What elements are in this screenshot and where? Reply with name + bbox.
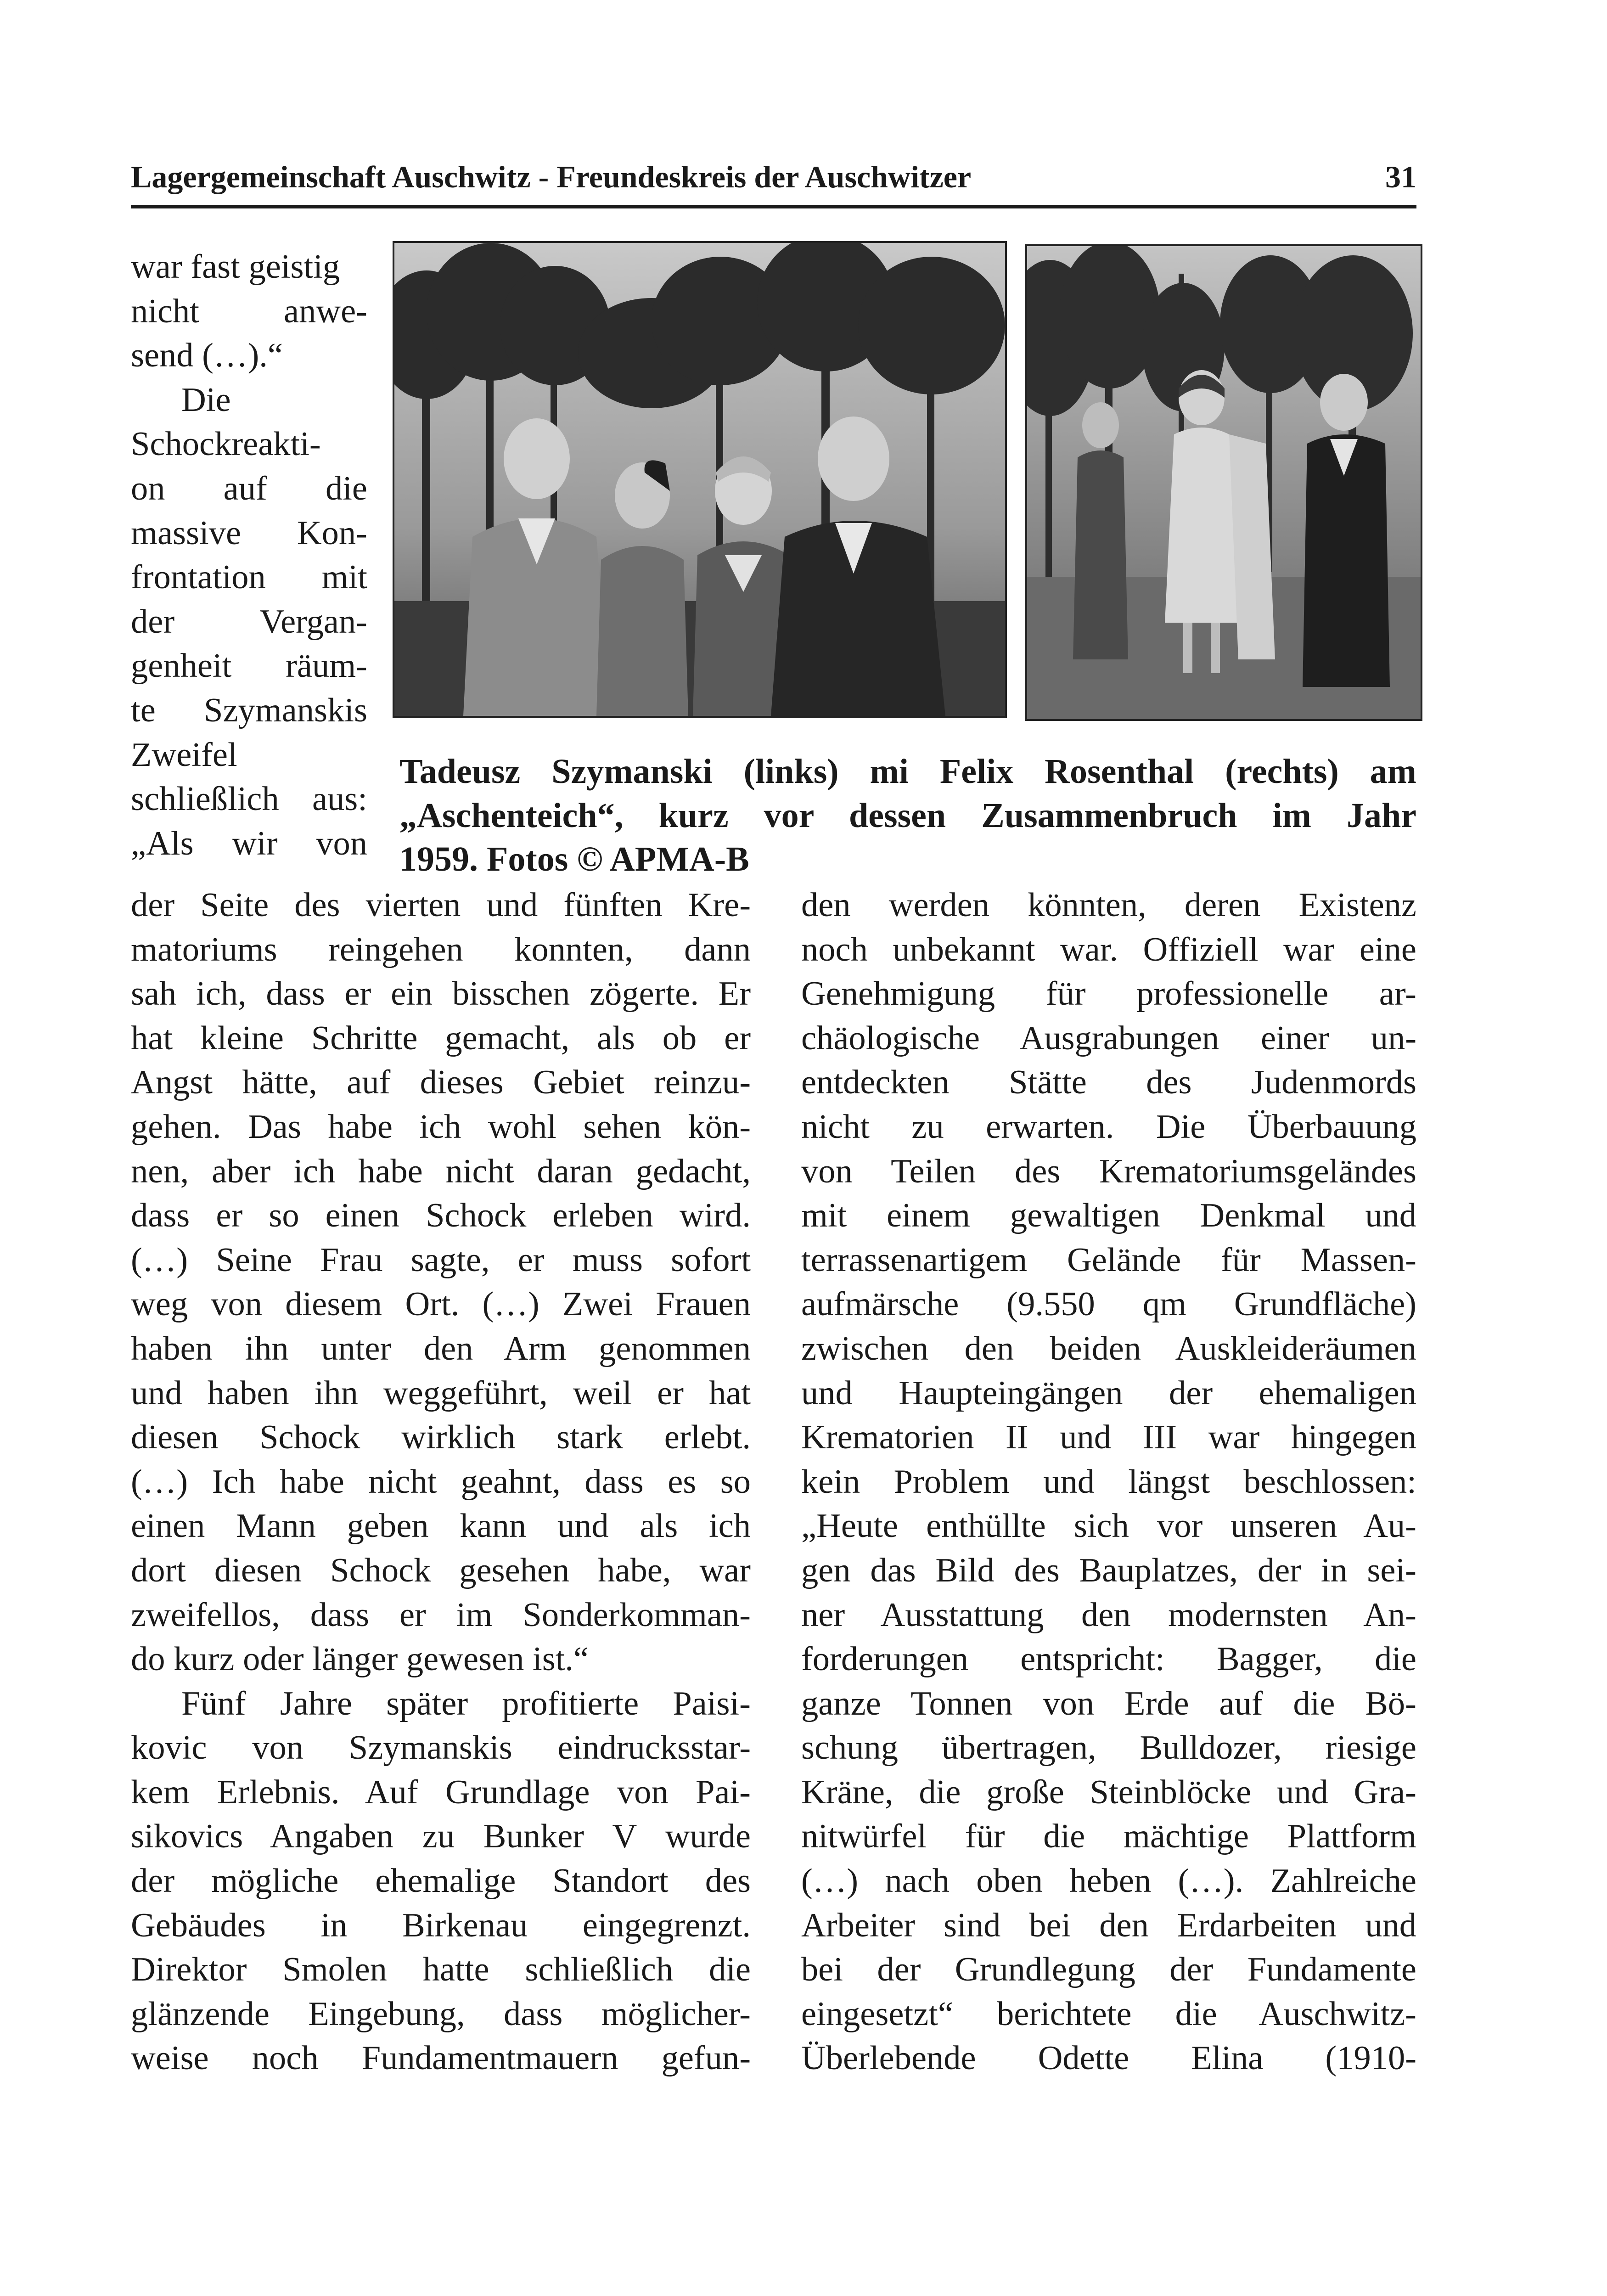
text-line: kem Erlebnis. Auf Grundlage von Pai- (131, 1773, 751, 1811)
text-line: Krematorien II und III war hingegen (801, 1418, 1416, 1457)
text-line: Gebäudes in Birkenau eingegrenzt. (131, 1906, 751, 1944)
group-photo-four-people (393, 241, 1007, 718)
photo-caption (399, 750, 1416, 882)
text-line: matoriums reingehen konnten, dann (131, 930, 751, 968)
text-line: diesen Schock wirklich stark erlebt. (131, 1418, 751, 1457)
text-line: Angst hätte, auf dieses Gebiet reinzu- (131, 1064, 751, 1102)
text-line: (…) Ich habe nicht geahnt, dass es so (131, 1463, 751, 1501)
text-line: einen Mann geben kann und als ich (131, 1507, 751, 1545)
text-line: Genehmigung für professionelle ar- (801, 975, 1416, 1013)
running-header (131, 156, 1416, 207)
text-line: schließlich aus: (131, 780, 367, 818)
text-line: schung übertragen, Bulldozer, riesige (801, 1729, 1416, 1767)
right-text-column (801, 883, 1416, 2081)
text-line: mit einem gewaltigen Denkmal und (801, 1197, 1416, 1235)
text-line: Direktor Smolen hatte schließlich die (131, 1951, 751, 1989)
text-line: dort diesen Schock gesehen habe, war (131, 1551, 751, 1589)
text-line: zwischen den beiden Auskleideräumen (801, 1329, 1416, 1367)
text-line: gen das Bild des Bauplatzes, der in sei- (801, 1551, 1416, 1589)
text-line: Die (181, 381, 231, 419)
text-line: von Teilen des Krematoriumsgeländes (801, 1152, 1416, 1190)
text-line: und Haupteingängen der ehemaligen (801, 1374, 1416, 1412)
narrow-text-column (131, 245, 367, 866)
text-line: der Seite des vierten und fünften Kre- (131, 886, 751, 924)
text-line: dass er so einen Schock erleben wird. (131, 1197, 751, 1235)
text-line: Arbeiter sind bei den Erdarbeiten und (801, 1906, 1416, 1944)
text-line: sah ich, dass er ein bisschen zögerte. Er (131, 975, 751, 1013)
text-line: chäologische Ausgrabungen einer un- (801, 1019, 1416, 1057)
text-line: weise noch Fundamentmauern gefun- (131, 2039, 751, 2077)
text-line: weg von diesem Ort. (…) Zwei Frauen (131, 1285, 751, 1323)
caption-line: Tadeusz Szymanski (links) mi Felix Rosenthal (rechts) am (399, 752, 1416, 791)
text-line: der mögliche ehemalige Standort des (131, 1862, 751, 1900)
page-number: 31 (1385, 159, 1416, 194)
text-line: und haben ihn weggeführt, weil er hat (131, 1374, 751, 1412)
text-line: Kräne, die große Steinblöcke und Gra- (801, 1773, 1416, 1811)
photo-1-image (394, 243, 1005, 716)
text-line: Schockreakti- (131, 425, 321, 463)
text-line: te Szymanskis (131, 691, 367, 729)
text-line: forderungen entspricht: Bagger, die (801, 1640, 1416, 1678)
text-line: kovic von Szymanskis eindrucksstar- (131, 1729, 751, 1767)
text-line: war fast geistig (131, 248, 340, 286)
text-line: Zweifel (131, 736, 237, 774)
text-line: aufmärsche (9.550 qm Grundfläche) (801, 1285, 1416, 1323)
text-line: do kurz oder länger gewesen ist.“ (131, 1640, 589, 1678)
text-line: nicht zu erwarten. Die Überbauung (801, 1108, 1416, 1146)
text-line: gehen. Das habe ich wohl sehen kön- (131, 1108, 751, 1146)
caption-line: 1959. Fotos © APMA-B (399, 840, 749, 878)
text-line: nitwürfel für die mächtige Plattform (801, 1818, 1416, 1856)
text-line: (…) Seine Frau sagte, er muss sofort (131, 1241, 751, 1279)
left-text-column (131, 883, 751, 2081)
text-line: nen, aber ich habe nicht daran gedacht, (131, 1152, 751, 1190)
text-line: „Als wir von (131, 824, 367, 862)
text-line: (…) nach oben heben (…). Zahlreiche (801, 1862, 1416, 1900)
text-line: sikovics Angaben zu Bunker V wurde (131, 1818, 751, 1856)
text-line: kein Problem und längst beschlossen: (801, 1463, 1416, 1501)
running-header-title: Lagergemeinschaft Auschwitz - Freundeskreis der Auschwitzer (131, 159, 972, 194)
header-rule (131, 205, 1416, 208)
text-line: ner Ausstattung den modernsten An- (801, 1596, 1416, 1634)
text-line: der Vergan- (131, 602, 367, 641)
text-line: Überlebende Odette Elina (1910- (801, 2039, 1416, 2077)
text-line: hat kleine Schritte gemacht, als ob er (131, 1019, 751, 1057)
text-line: frontation mit (131, 558, 367, 597)
group-photo-people-by-trees (1025, 244, 1422, 721)
caption-line: „Aschenteich“, kurz vor dessen Zusammenbruch im Jahr (399, 796, 1416, 835)
text-line: noch unbekannt war. Offiziell war eine (801, 930, 1416, 968)
text-line: on auf die (131, 469, 367, 507)
text-line: genheit räum- (131, 647, 367, 685)
text-line: ganze Tonnen von Erde auf die Bö- (801, 1684, 1416, 1722)
text-line: glänzende Eingebung, dass möglicher- (131, 1995, 751, 2033)
text-line: nicht anwe- (131, 292, 367, 330)
text-line: terrassenartigem Gelände für Massen- (801, 1241, 1416, 1279)
text-line: „Heute enthüllte sich vor unseren Au- (801, 1507, 1416, 1545)
text-line: zweifellos, dass er im Sonderkomman- (131, 1596, 751, 1634)
text-line: massive Kon- (131, 514, 367, 552)
text-line: bei der Grundlegung der Fundamente (801, 1951, 1416, 1989)
text-line: entdeckten Stätte des Judenmords (801, 1064, 1416, 1102)
text-line: haben ihn unter den Arm genommen (131, 1329, 751, 1367)
text-line: Fünf Jahre später profitierte Paisi- (181, 1684, 751, 1722)
text-line: send (…).“ (131, 337, 283, 375)
photo-2-image (1027, 246, 1421, 719)
text-line: eingesetzt“ berichtete die Auschwitz- (801, 1995, 1416, 2033)
text-line: den werden könnten, deren Existenz (801, 886, 1416, 924)
